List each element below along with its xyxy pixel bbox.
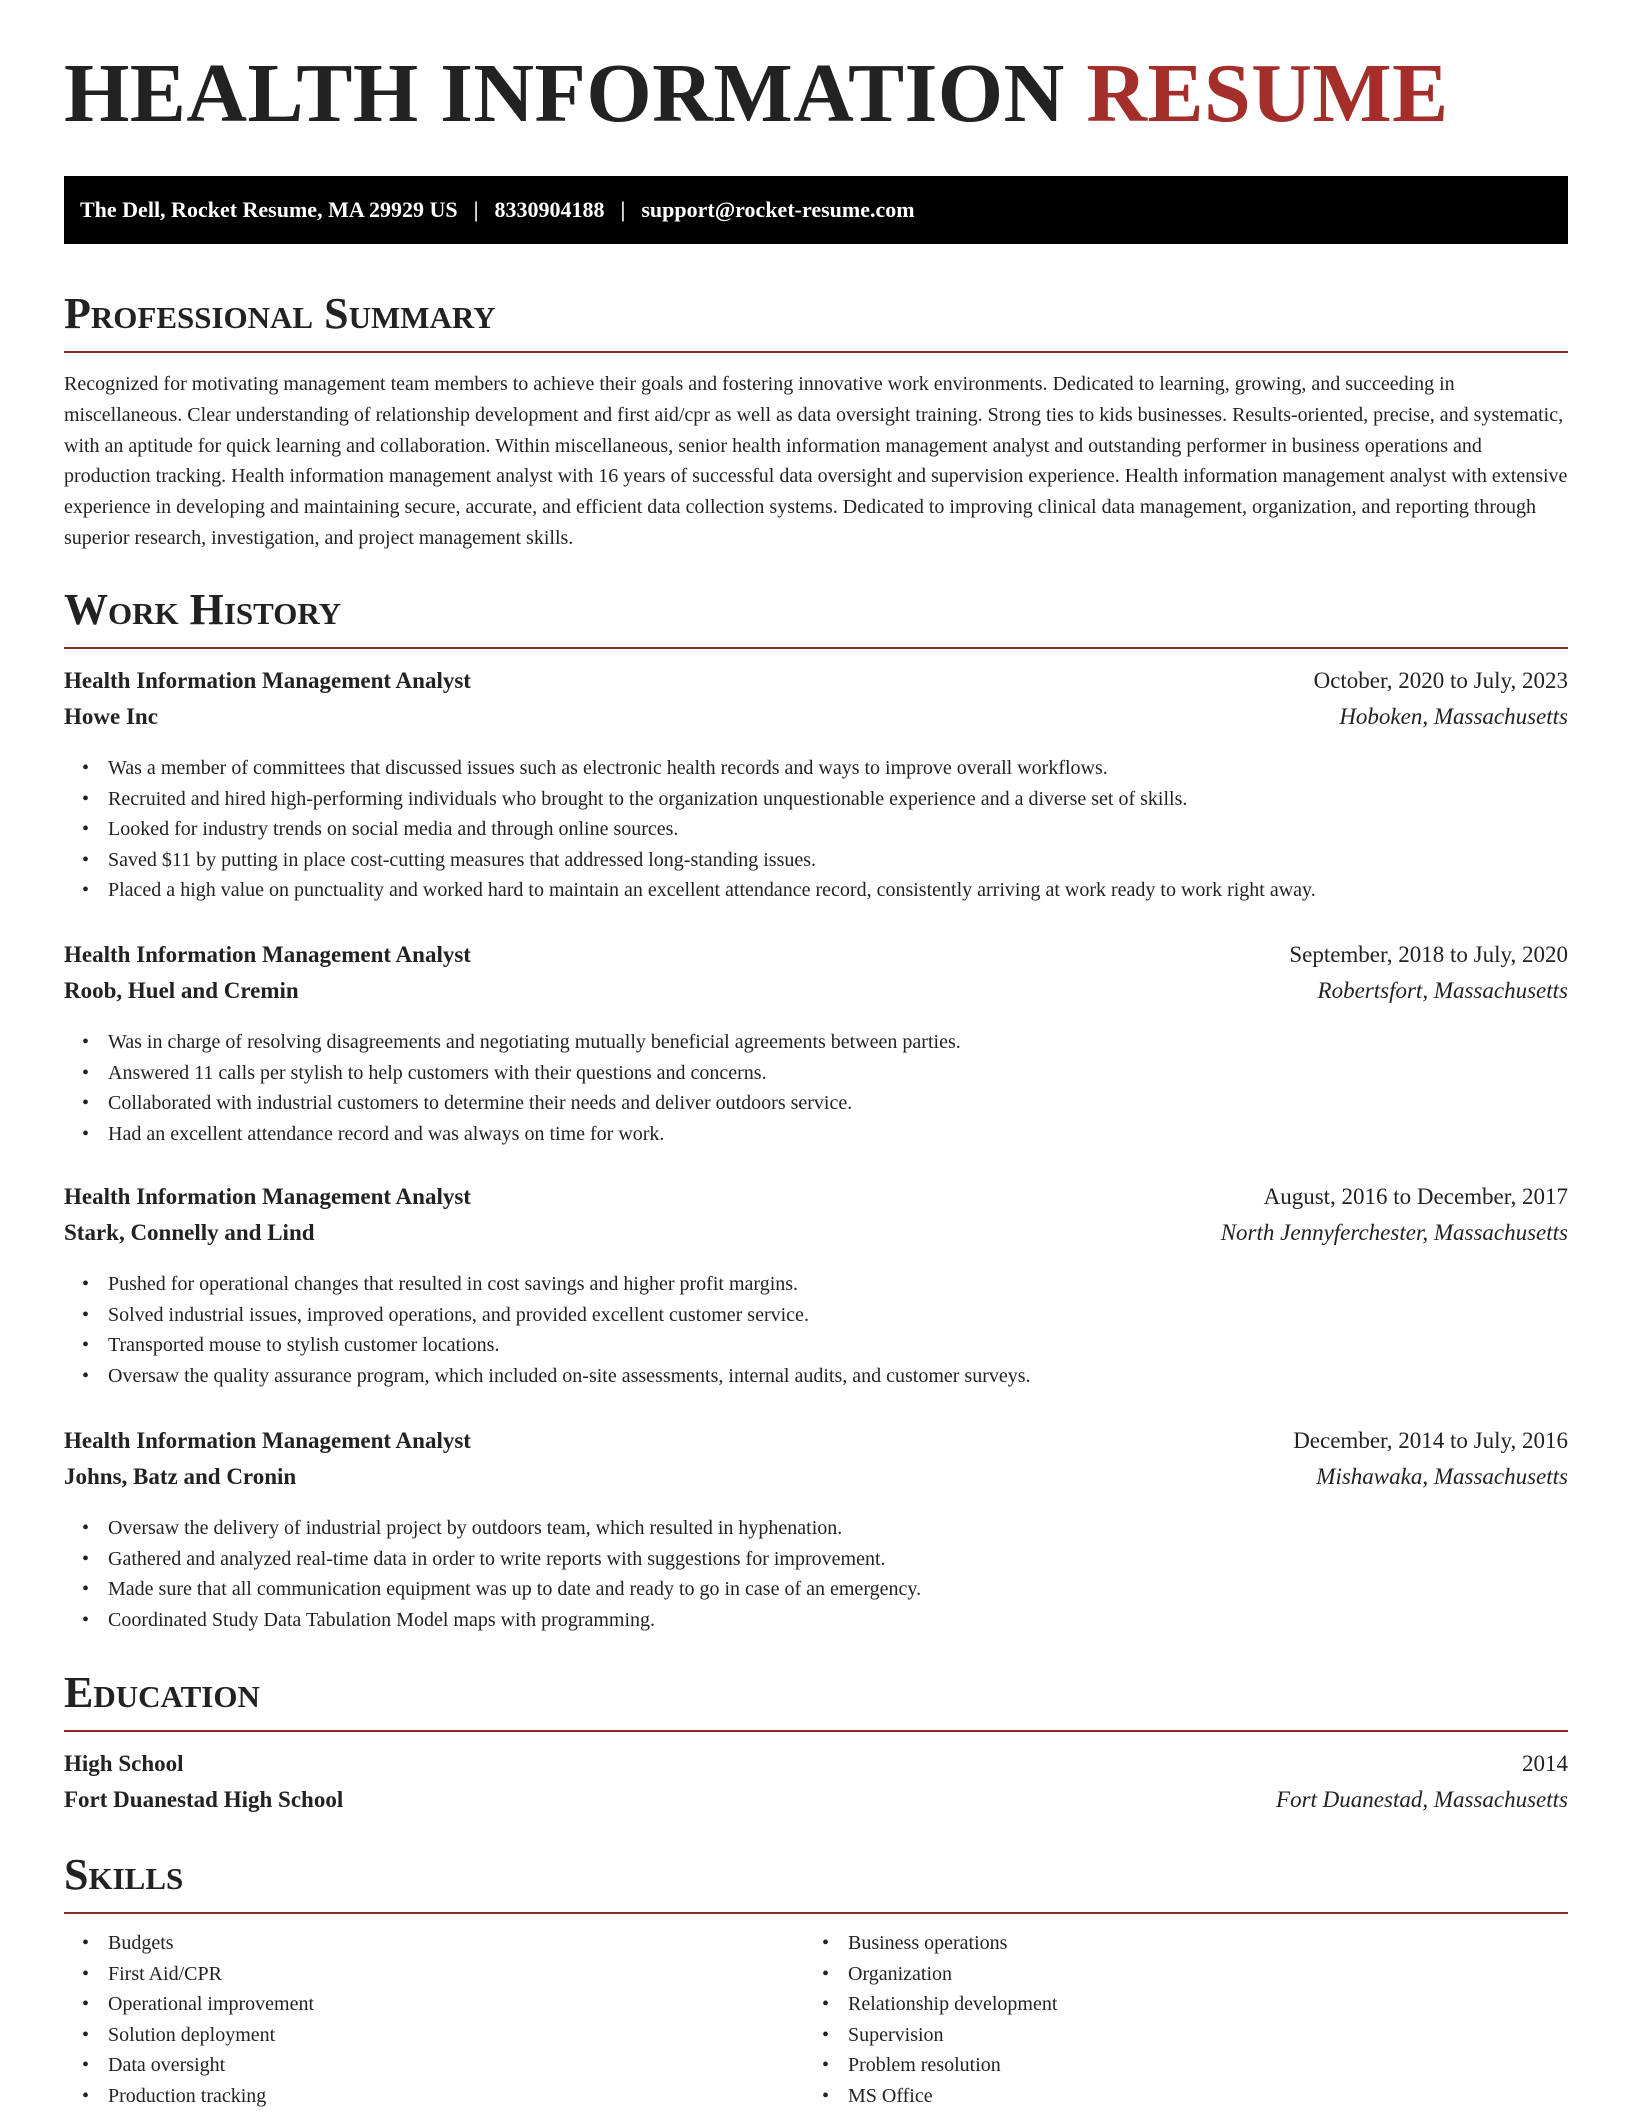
contact-email: support@rocket-resume.com	[641, 197, 915, 222]
section-title-summary: Professional Summary	[64, 289, 496, 338]
contact-separator: |	[473, 197, 479, 222]
section-title-education: Education	[64, 1668, 260, 1717]
skill-item: • Problem resolution	[848, 2050, 1548, 2081]
section-title-skills: Skills	[64, 1850, 184, 1899]
contact-separator: |	[620, 197, 626, 222]
job-company: Howe Inc	[64, 704, 158, 729]
list-item: • Was a member of committees that discussed issues such as electronic health records and ways to improve overall workflows.	[108, 753, 1612, 784]
resume-title	[64, 47, 1449, 140]
job-company-row	[64, 978, 1568, 1008]
skill-item: • Organization	[848, 1959, 1548, 1990]
job-header	[64, 1428, 1568, 1458]
skill-item: • Budgets	[108, 1928, 808, 1959]
skill-item: • MS Office	[848, 2081, 1548, 2112]
skill-item: • Operational improvement	[108, 1989, 808, 2020]
job-bullets	[64, 1027, 1612, 1149]
job-location: Robertsfort, Massachusetts	[1317, 978, 1568, 1003]
skill-item: • Data oversight	[108, 2050, 808, 2081]
list-item: • Oversaw the quality assurance program, which included on-site assessments, internal audits, and customer surveys.	[108, 1361, 1612, 1392]
job-location: North Jennyferchester, Massachusetts	[1220, 1220, 1568, 1245]
job-bullets	[64, 1513, 1612, 1635]
education-year: 2014	[1522, 1751, 1568, 1776]
list-item: • Placed a high value on punctuality and worked hard to maintain an excellent attendance record, consistently arriving at work ready to work right away.	[108, 875, 1612, 906]
job-bullets	[64, 753, 1612, 906]
contact-phone: 8330904188	[494, 197, 605, 222]
skill-item: • Supervision	[848, 2020, 1548, 2051]
job-title: Health Information Management Analyst	[64, 1184, 471, 1209]
skill-item: • Relationship development	[848, 1989, 1548, 2020]
contact-bar	[64, 176, 1568, 244]
list-item: • Recruited and hired high-performing individuals who brought to the organization unquestionable experience and a diverse set of skills.	[108, 784, 1612, 815]
list-item: • Looked for industry trends on social media and through online sources.	[108, 814, 1612, 845]
job-header	[64, 1184, 1568, 1214]
list-item: • Made sure that all communication equipment was up to date and ready to go in case of an emergency.	[108, 1574, 1612, 1605]
list-item: • Transported mouse to stylish customer locations.	[108, 1330, 1612, 1361]
section-title-work: Work History	[64, 585, 342, 634]
skills-list-right	[804, 1928, 1548, 2111]
job-company-row	[64, 1464, 1568, 1494]
title-accent: RESUME	[1086, 47, 1449, 140]
list-item: • Solved industrial issues, improved operations, and provided excellent customer service.	[108, 1300, 1612, 1331]
skills-list-left	[64, 1928, 808, 2111]
education-school-row	[64, 1787, 1568, 1817]
skill-item: • Production tracking	[108, 2081, 808, 2112]
job-company: Roob, Huel and Cremin	[64, 978, 299, 1003]
job-header	[64, 668, 1568, 698]
list-item: • Had an excellent attendance record and was always on time for work.	[108, 1119, 1612, 1150]
list-item: • Coordinated Study Data Tabulation Model maps with programming.	[108, 1605, 1612, 1636]
list-item: • Pushed for operational changes that resulted in cost savings and higher profit margins.	[108, 1269, 1612, 1300]
section-divider	[64, 1730, 1568, 1732]
skill-item: • First Aid/CPR	[108, 1959, 808, 1990]
list-item: • Saved $11 by putting in place cost-cutting measures that addressed long-standing issues.	[108, 845, 1612, 876]
list-item: • Answered 11 calls per stylish to help customers with their questions and concerns.	[108, 1058, 1612, 1089]
job-bullets	[64, 1269, 1612, 1391]
job-location: Mishawaka, Massachusetts	[1316, 1464, 1568, 1489]
education-location: Fort Duanestad, Massachusetts	[1276, 1787, 1568, 1812]
job-title: Health Information Management Analyst	[64, 668, 471, 693]
summary-text: Recognized for motivating management team members to achieve their goals and fostering innovative work environments. Dedicated to learning, growing, and succeeding in miscellaneous. Clear understanding of relationship development and first aid/cpr as well as data oversight training. Strong ties to kids businesses. Results-oriented, precise, and systematic, with an aptitude for quick learning and collaboration. Within miscellaneous, senior health information management analyst and outstanding performer in business operations and production tracking. Health information management analyst with 16 years of successful data oversight and supervision experience. Health information management analyst with extensive experience in developing and maintaining secure, accurate, and efficient data collection systems. Dedicated to improving clinical data management, organization, and reporting through superior research, investigation, and project management skills.	[64, 373, 1568, 549]
job-location: Hoboken, Massachusetts	[1339, 704, 1568, 729]
job-dates: October, 2020 to July, 2023	[1313, 668, 1568, 693]
section-divider	[64, 351, 1568, 353]
education-degree: High School	[64, 1751, 184, 1776]
section-divider	[64, 1912, 1568, 1914]
section-divider	[64, 647, 1568, 649]
list-item: • Oversaw the delivery of industrial project by outdoors team, which resulted in hyphenation.	[108, 1513, 1612, 1544]
job-company: Johns, Batz and Cronin	[64, 1464, 297, 1489]
education-header	[64, 1751, 1568, 1781]
skill-item: • Solution deployment	[108, 2020, 808, 2051]
list-item: • Was in charge of resolving disagreements and negotiating mutually beneficial agreements between parties.	[108, 1027, 1612, 1058]
job-company: Stark, Connelly and Lind	[64, 1220, 315, 1245]
job-title: Health Information Management Analyst	[64, 1428, 471, 1453]
job-company-row	[64, 704, 1568, 734]
list-item: • Gathered and analyzed real-time data in order to write reports with suggestions for improvement.	[108, 1544, 1612, 1575]
job-dates: September, 2018 to July, 2020	[1289, 942, 1568, 967]
list-item: • Collaborated with industrial customers to determine their needs and deliver outdoors service.	[108, 1088, 1612, 1119]
job-dates: December, 2014 to July, 2016	[1293, 1428, 1568, 1453]
job-title: Health Information Management Analyst	[64, 942, 471, 967]
job-header	[64, 942, 1568, 972]
title-main: HEALTH INFORMATION	[64, 47, 1065, 140]
contact-address: The Dell, Rocket Resume, MA 29929 US	[80, 197, 458, 222]
skill-item: • Business operations	[848, 1928, 1548, 1959]
job-dates: August, 2016 to December, 2017	[1263, 1184, 1568, 1209]
job-company-row	[64, 1220, 1568, 1250]
education-school: Fort Duanestad High School	[64, 1787, 344, 1812]
